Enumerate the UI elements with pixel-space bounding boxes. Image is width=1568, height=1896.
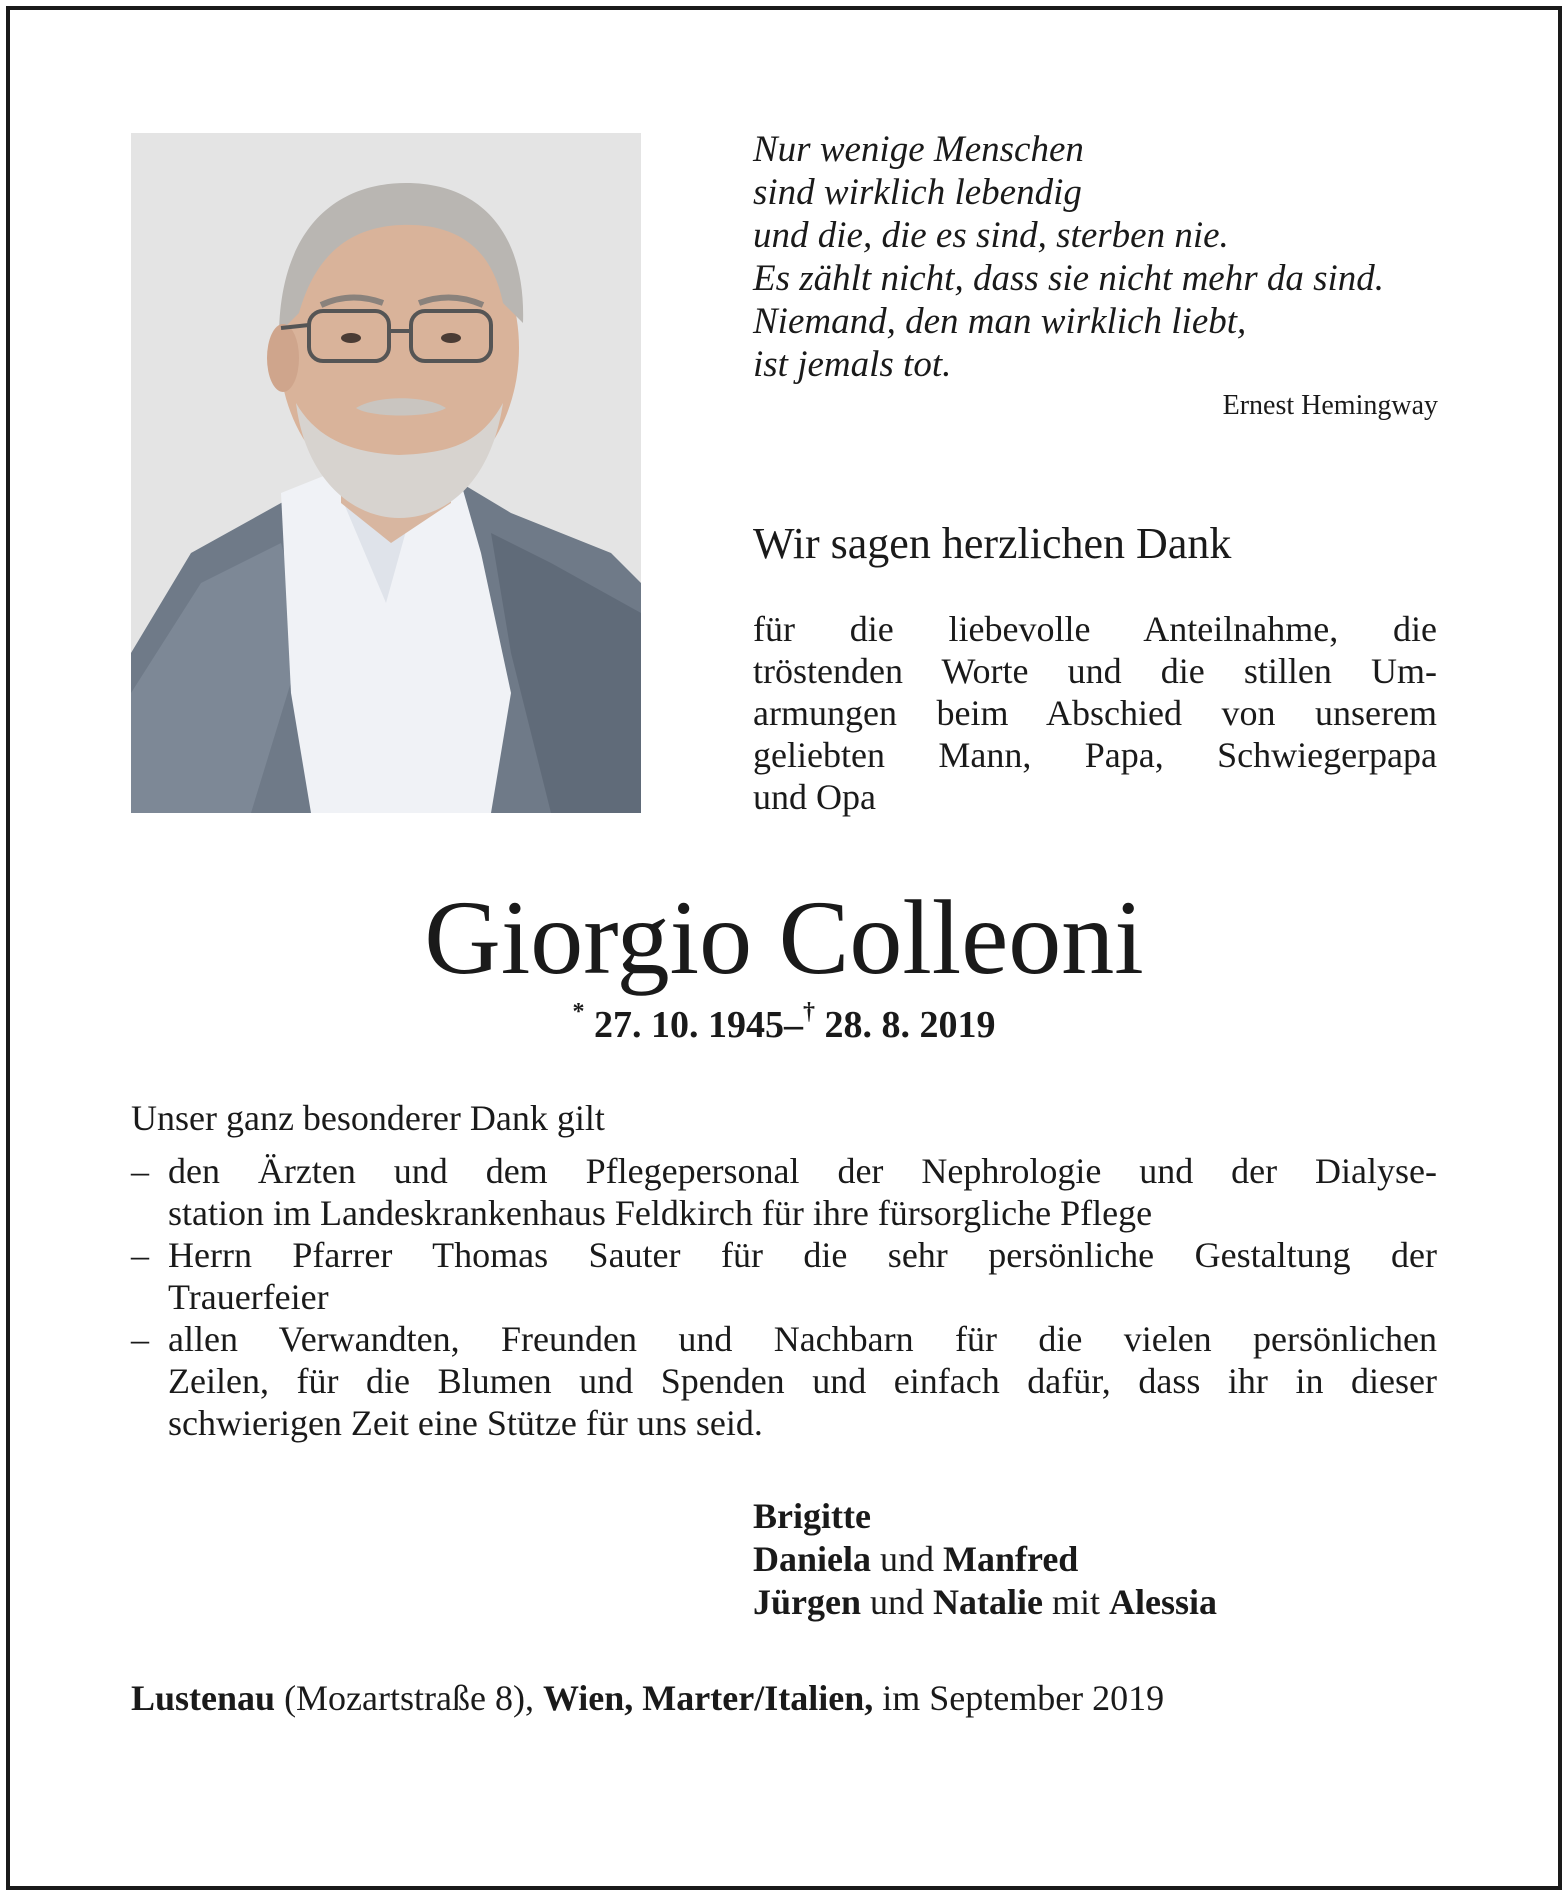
thanks-line: geliebten Mann, Papa, Schwiegerpapa (753, 735, 1437, 775)
list-item (131, 1234, 1437, 1318)
quote-line: Es zählt nicht, dass sie nicht mehr da sind. (753, 258, 1385, 299)
death-date: 28. 8. 2019 (824, 1004, 996, 1046)
signer-name: Alessia (1108, 1582, 1217, 1622)
list-item-line: allen Verwandten, Freunden und Nachbarn für die vielen persönlichen (168, 1319, 1437, 1359)
signer-name: Jürgen (753, 1582, 861, 1622)
signer-name: Daniela (753, 1539, 872, 1579)
signer-name: Manfred (943, 1539, 1079, 1579)
portrait-photo (131, 133, 641, 813)
place-and-date (131, 1677, 1164, 1719)
thanks-body (753, 608, 1437, 818)
special-thanks-intro: Unser ganz besonderer Dank gilt (131, 1098, 605, 1138)
conjunction: und (861, 1582, 933, 1622)
city-secondary: Wien, Marter/Italien, (542, 1678, 874, 1718)
birth-date: 27. 10. 1945 (594, 1004, 784, 1046)
list-item (131, 1150, 1437, 1234)
signatures (753, 1495, 1217, 1624)
date-text: im September 2019 (873, 1678, 1165, 1718)
special-thanks-list (131, 1150, 1437, 1444)
dash-bullet: – (131, 1151, 149, 1191)
list-item-line: station im Landeskrankenhaus Feldkirch für ihre fürsorgliche Pflege (168, 1193, 1153, 1233)
quote-line: Nur wenige Menschen (753, 129, 1084, 170)
list-item-line: schwierigen Zeit eine Stütze für uns seid. (168, 1403, 763, 1443)
deceased-name: Giorgio Colleoni (424, 879, 1144, 996)
thanks-line: und Opa (753, 777, 876, 817)
quote-author: Ernest Hemingway (1222, 390, 1438, 421)
quote-line: ist jemals tot. (753, 344, 952, 385)
signer-name: Natalie (933, 1582, 1043, 1622)
conjunction: mit (1042, 1582, 1109, 1622)
quote-line: Niemand, den man wirklich liebt, (753, 301, 1247, 342)
thanks-line: armungen beim Abschied von unserem (753, 693, 1437, 733)
life-dates (0, 999, 1568, 1047)
thanks-line: tröstenden Worte und die stillen Um- (753, 651, 1437, 691)
conjunction: und (871, 1539, 944, 1579)
signature-line (753, 1538, 1217, 1581)
list-item-line: Zeilen, für die Blumen und Spenden und einfach dafür, dass ihr in dieser (168, 1361, 1437, 1401)
quote-line: sind wirklich lebendig (753, 172, 1082, 213)
city-primary: Lustenau (131, 1678, 276, 1718)
signature-line (753, 1495, 1217, 1538)
quote-line: und die, die es sind, sterben nie. (753, 215, 1229, 256)
thanks-line: für die liebevolle Anteilnahme, die (753, 609, 1437, 649)
thanks-heading: Wir sagen herzlichen Dank (753, 519, 1232, 568)
hemingway-quote (753, 128, 1443, 386)
list-item-line: den Ärzten und dem Pflegepersonal der Nephrologie und der Dialyse- (168, 1151, 1437, 1191)
dash-bullet: – (131, 1319, 149, 1359)
list-item-line: Herrn Pfarrer Thomas Sauter für die sehr persönliche Gestaltung der (168, 1235, 1437, 1275)
date-separator: – (784, 1004, 803, 1046)
dash-bullet: – (131, 1235, 149, 1275)
address: (Mozartstraße 8), (275, 1678, 543, 1718)
death-symbol: † (803, 999, 815, 1025)
list-item (131, 1318, 1437, 1444)
list-item-line: Trauerfeier (168, 1277, 329, 1317)
signer-name: Brigitte (753, 1496, 871, 1536)
birth-symbol: * (572, 999, 585, 1025)
signature-line (753, 1581, 1217, 1624)
